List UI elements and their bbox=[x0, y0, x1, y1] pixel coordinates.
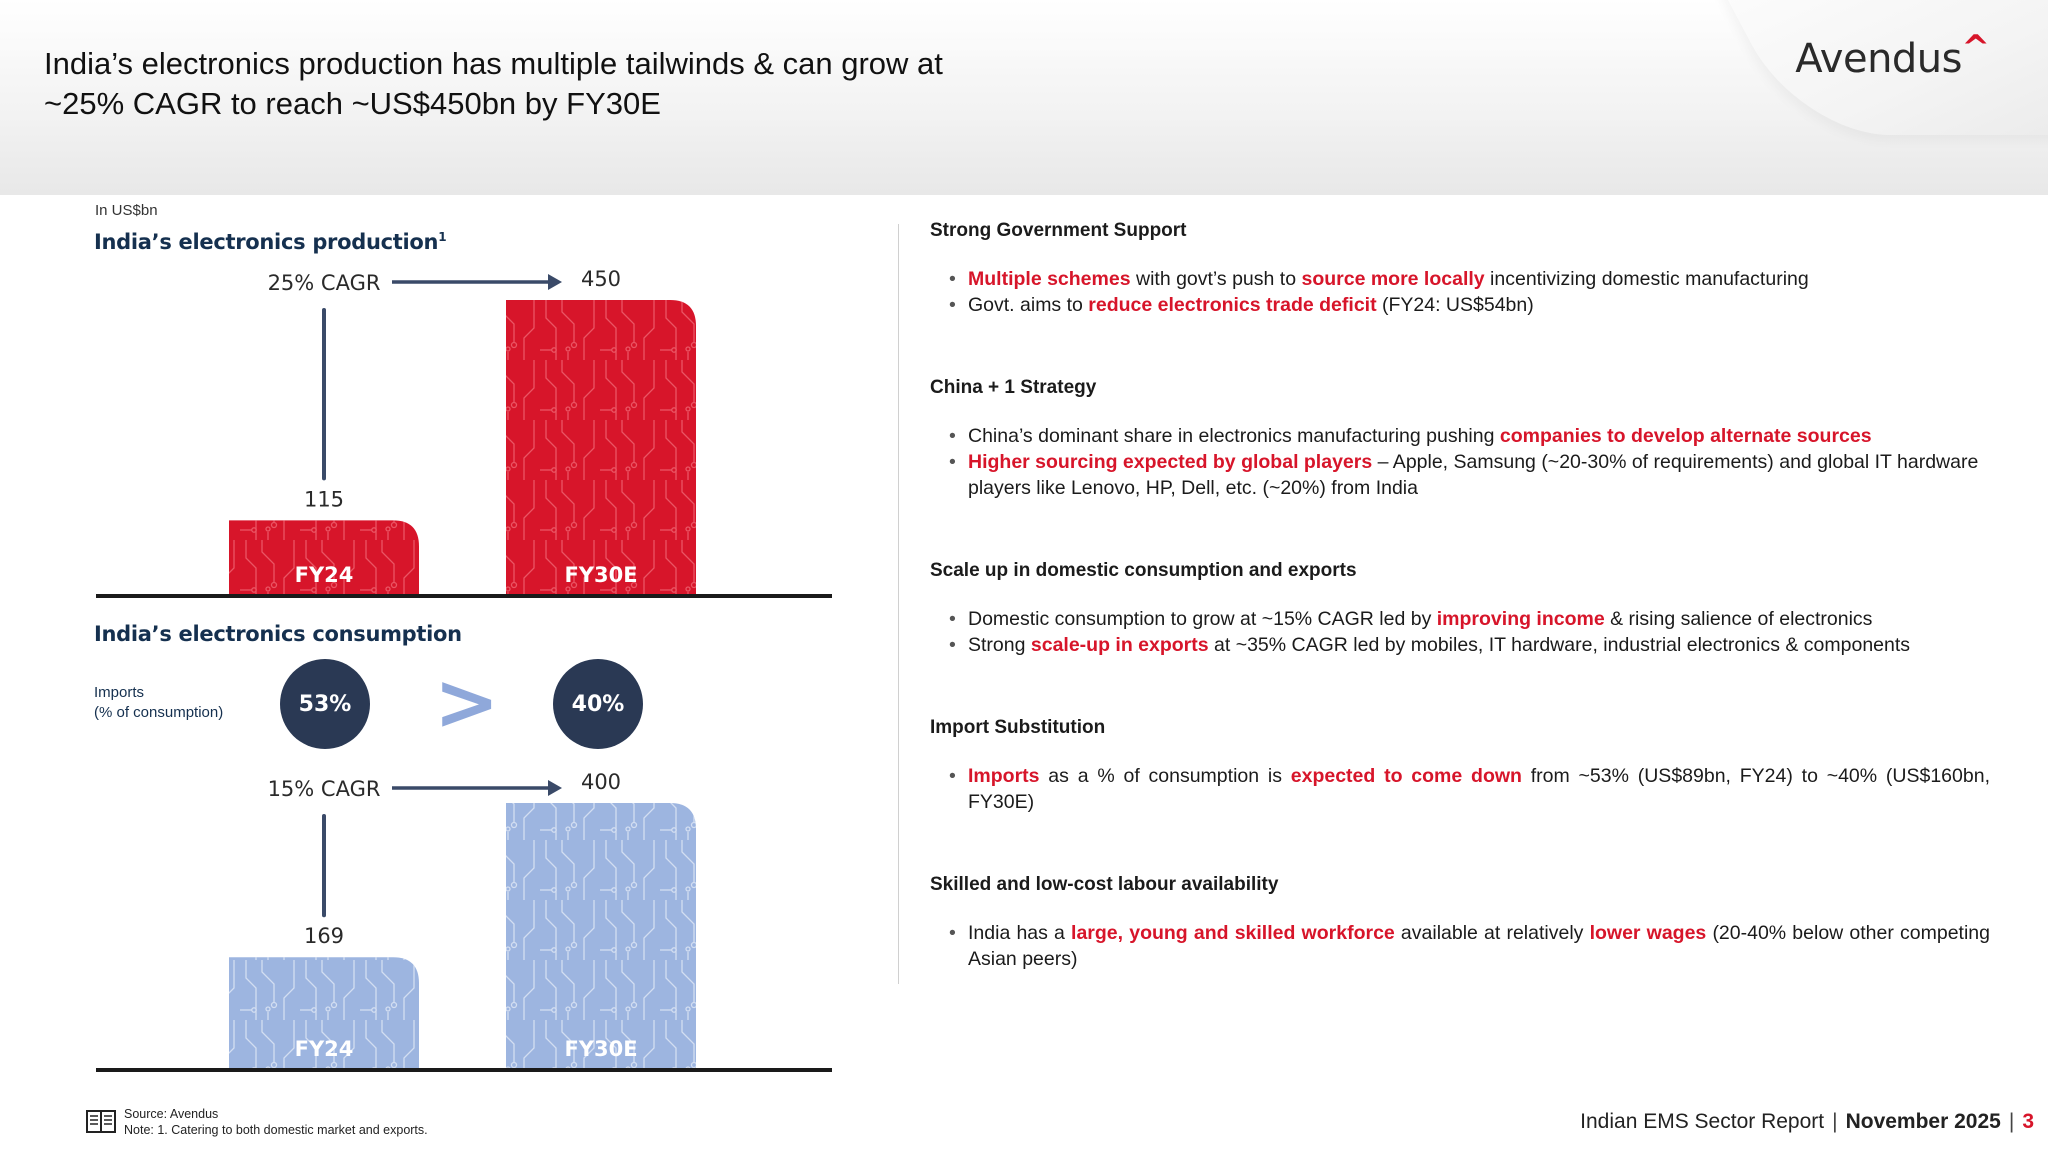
data-label-fy24: 115 bbox=[303, 487, 345, 512]
body-text: India has a bbox=[968, 922, 1072, 944]
bullet-list bbox=[930, 266, 1990, 318]
highlight-text: expected to come down bbox=[1290, 765, 1522, 787]
highlight-text: Higher sourcing expected by global players bbox=[968, 451, 1373, 473]
imports-label-line-2: (% of consumption) bbox=[94, 704, 224, 721]
footer-report-info bbox=[1580, 1110, 2034, 1134]
highlight-text: improving income bbox=[1436, 608, 1605, 630]
page-number: 3 bbox=[2022, 1110, 2034, 1133]
section-heading: Scale up in domestic consumption and exports bbox=[930, 560, 1357, 581]
cagr-label: 15% CAGR bbox=[267, 777, 381, 801]
footnote-marker: 1 bbox=[438, 230, 447, 244]
bullet-list bbox=[930, 606, 1990, 658]
highlight-text: Multiple schemes bbox=[968, 268, 1131, 290]
body-text: incentivizing domestic manufacturing bbox=[1484, 268, 1809, 290]
body-text: at ~35% CAGR led by mobiles, IT hardware, industrial electronics & components bbox=[1208, 634, 1911, 656]
unit-label: In US$bn bbox=[95, 202, 158, 219]
body-text: Strong bbox=[968, 634, 1031, 656]
logo-caret-mark: ^ bbox=[1961, 28, 1990, 68]
section-heading: Strong Government Support bbox=[930, 220, 1187, 241]
bullet-item bbox=[968, 606, 1990, 632]
footer-separator: | bbox=[1832, 1110, 1838, 1133]
section-heading: China + 1 Strategy bbox=[930, 377, 1097, 398]
body-text: from ~53% (US$89bn, FY24) to ~40% (US$160bn, FY30E) bbox=[968, 765, 1990, 813]
avendus-logo: Avendus bbox=[1795, 36, 1962, 82]
section-heading: Skilled and low-cost labour availability bbox=[930, 874, 1279, 895]
column-divider bbox=[898, 224, 899, 984]
section-2 bbox=[930, 377, 1990, 501]
highlight-text: reduce electronics trade deficit bbox=[1088, 294, 1377, 316]
greater-than-sign: > bbox=[434, 658, 500, 748]
footer-source bbox=[124, 1106, 428, 1138]
data-label-fy30e: 450 bbox=[580, 267, 622, 291]
category-label-fy24: FY24 bbox=[294, 1037, 354, 1061]
category-label-fy24: FY24 bbox=[294, 563, 354, 587]
cagr-arrow-head bbox=[548, 780, 562, 796]
cagr-label: 25% CAGR bbox=[267, 271, 381, 295]
consumption-chart-title: India’s electronics consumption bbox=[94, 622, 462, 646]
data-label-fy30e: 400 bbox=[580, 770, 622, 794]
bullet-item bbox=[968, 292, 1990, 318]
bullet-item bbox=[968, 449, 1990, 501]
bullet-item bbox=[968, 423, 1990, 449]
category-label-fy30e: FY30E bbox=[564, 1037, 638, 1061]
imports-label-line-1: Imports bbox=[94, 684, 145, 701]
section-heading: Import Substitution bbox=[930, 717, 1106, 738]
body-text: Domestic consumption to grow at ~15% CAGR led by bbox=[968, 608, 1437, 630]
body-text: Govt. aims to bbox=[968, 294, 1089, 316]
bullet-item bbox=[968, 920, 1990, 972]
body-text: (FY24: US$54bn) bbox=[1376, 294, 1534, 316]
source-text: Source: Avendus bbox=[124, 1107, 219, 1121]
imports-fy30e-circle: 40% bbox=[553, 659, 643, 749]
section-4 bbox=[930, 717, 1990, 815]
page-title-line-1: India’s electronics production has multiple tailwinds & can grow at bbox=[44, 46, 943, 81]
body-text: as a % of consumption is bbox=[1039, 765, 1291, 787]
book-icon bbox=[86, 1108, 116, 1134]
data-label-fy24: 169 bbox=[303, 924, 345, 949]
body-text: available at relatively bbox=[1394, 922, 1590, 944]
imports-fy24-circle: 53% bbox=[280, 659, 370, 749]
bar-charts bbox=[0, 0, 900, 1090]
body-text: with govt’s push to bbox=[1130, 268, 1302, 290]
bar-circuit-pattern bbox=[506, 300, 696, 596]
body-text: China’s dominant share in electronics manufacturing pushing bbox=[968, 425, 1500, 447]
bullet-item bbox=[968, 763, 1990, 815]
section-1 bbox=[930, 220, 1990, 318]
note-text: Note: 1. Catering to both domestic market and exports. bbox=[124, 1123, 428, 1137]
category-label-fy30e: FY30E bbox=[564, 563, 638, 587]
body-text: (20-40% below other competing Asian peers) bbox=[968, 922, 1990, 970]
production-title-text: India’s electronics production bbox=[94, 230, 439, 254]
bullet-list bbox=[930, 920, 1990, 972]
bullet-list bbox=[930, 763, 1990, 815]
section-3 bbox=[930, 560, 1990, 658]
body-text: – Apple, Samsung (~20-30% of requirements) and global IT hardware players like Lenovo, HP, Dell, etc. (~20%) from India bbox=[968, 451, 1979, 499]
highlight-text: large, young and skilled workforce bbox=[1071, 922, 1395, 944]
report-date: November 2025 bbox=[1845, 1110, 2001, 1133]
page-title-line-2: ~25% CAGR to reach ~US$450bn by FY30E bbox=[44, 86, 661, 121]
bullet-item bbox=[968, 632, 1990, 658]
highlight-text: companies to develop alternate sources bbox=[1499, 425, 1872, 447]
footer-separator: | bbox=[2008, 1110, 2015, 1133]
highlight-text: lower wages bbox=[1589, 922, 1707, 944]
bullet-item bbox=[968, 266, 1990, 292]
section-5 bbox=[930, 874, 1990, 972]
bullet-list bbox=[930, 423, 1990, 501]
highlight-text: Imports bbox=[968, 765, 1040, 787]
highlight-text: scale-up in exports bbox=[1030, 634, 1209, 656]
highlight-text: source more locally bbox=[1301, 268, 1485, 290]
cagr-arrow-head bbox=[548, 274, 562, 290]
body-text: & rising salience of electronics bbox=[1604, 608, 1873, 630]
report-name: Indian EMS Sector Report bbox=[1580, 1110, 1825, 1133]
bar-circuit-pattern bbox=[506, 803, 696, 1070]
